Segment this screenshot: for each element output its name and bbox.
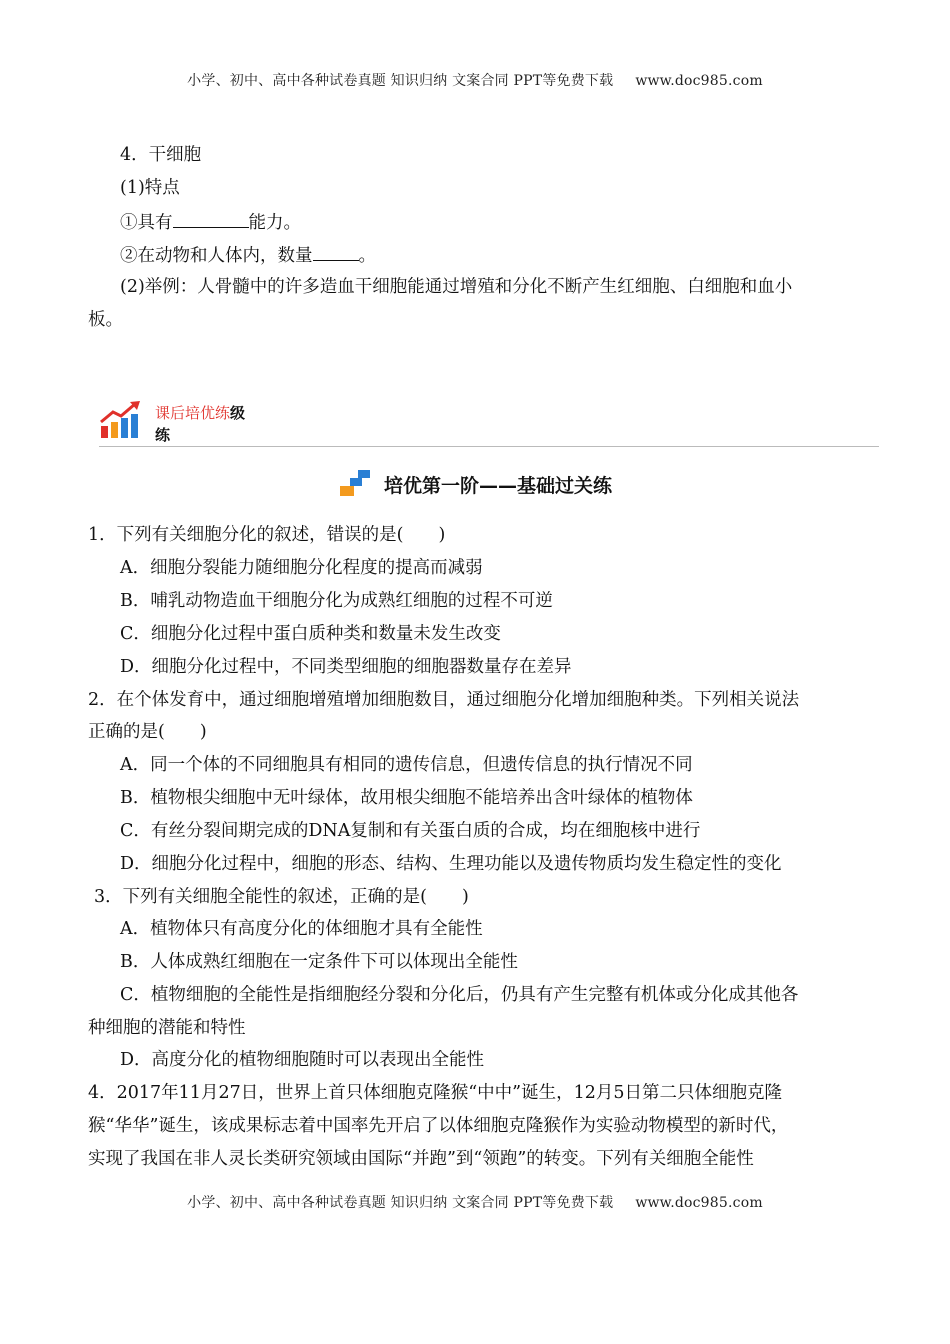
feature-label: (1)特点 (120, 178, 180, 198)
q2-option-b: B．植物根尖细胞中无叶绿体，故用根尖细胞不能培养出含叶绿体的植物体 (120, 788, 693, 808)
q3-option-b: B．人体成熟红细胞在一定条件下可以体现出全能性 (120, 952, 518, 972)
q1-stem: 1．下列有关细胞分化的叙述，错误的是( ) (88, 525, 446, 545)
section-label (155, 402, 245, 423)
q3-option-d: D．高度分化的植物细胞随时可以表现出全能性 (120, 1050, 485, 1070)
q2-stem-2: 正确的是( ) (88, 722, 207, 742)
point-2-post: 。 (358, 246, 376, 266)
section-divider (99, 446, 879, 447)
point-1-pre: ①具有 (120, 213, 173, 233)
point-2-pre: ②在动物和人体内，数量 (120, 246, 313, 266)
stairs-icon (338, 470, 378, 498)
example-line-1: (2)举例：人骨髓中的许多造血干细胞能通过增殖和分化不断产生红细胞、白细胞和血小 (120, 277, 793, 297)
q4-line-1: 4．2017年11月27日，世界上首只体细胞克隆猴“中中”诞生，12月5日第二只体细胞克隆 (88, 1083, 782, 1103)
stem-cell-title: 4．干细胞 (120, 145, 202, 165)
q3-option-c-1: C．植物细胞的全能性是指细胞经分裂和分化后，仍具有产生完整有机体或分化成其他各 (120, 985, 799, 1005)
q2-stem-1: 2．在个体发育中，通过细胞增殖增加细胞数目，通过细胞分化增加细胞种类。下列相关说法 (88, 690, 800, 710)
q1-option-b: B．哺乳动物造血干细胞分化为成熟红细胞的过程不可逆 (120, 591, 553, 611)
q2-option-d: D．细胞分化过程中，细胞的形态、结构、生理功能以及遗传物质均发生稳定性的变化 (120, 854, 782, 874)
point-1 (120, 209, 301, 235)
q4-line-2: 猴“华华”诞生，该成果标志着中国率先开启了以体细胞克隆猴作为实验动物模型的新时代， (88, 1116, 789, 1136)
q1-option-c: C．细胞分化过程中蛋白质种类和数量未发生改变 (120, 624, 501, 644)
subsection-heading (0, 470, 950, 504)
q3-option-c-2: 种细胞的潜能和特性 (88, 1018, 246, 1038)
q3-stem: 3．下列有关细胞全能性的叙述，正确的是( ) (94, 887, 469, 907)
subsection-title: 培优第一阶——基础过关练 (383, 474, 612, 497)
section-label-line2: 练 (155, 426, 171, 444)
point-2 (120, 242, 376, 268)
footer-site: www.doc985.com (635, 1195, 763, 1211)
q1-option-d: D．细胞分化过程中，不同类型细胞的细胞器数量存在差异 (120, 657, 572, 677)
page-header (0, 70, 950, 90)
page-footer (0, 1192, 950, 1212)
header-site: www.doc985.com (635, 73, 763, 89)
section-label-black: 级 (230, 404, 246, 422)
section-banner (99, 400, 879, 448)
section-label-red: 课后培优练 (155, 404, 231, 422)
bar-chart-arrow-icon (99, 400, 143, 440)
header-text: 小学、初中、高中各种试卷真题 知识归纳 文案合同 PPT等免费下载 (187, 73, 614, 89)
answer-blank-2[interactable] (313, 242, 359, 261)
point-1-post: 能力。 (248, 213, 301, 233)
example-line-2: 板。 (88, 310, 123, 330)
q1-option-a: A．细胞分裂能力随细胞分化程度的提高而减弱 (120, 558, 483, 578)
q4-line-3: 实现了我国在非人灵长类研究领域由国际“并跑”到“领跑”的转变。下列有关细胞全能性 (88, 1149, 754, 1169)
q2-option-c: C．有丝分裂间期完成的DNA复制和有关蛋白质的合成，均在细胞核中进行 (120, 821, 701, 841)
q3-option-a: A．植物体只有高度分化的体细胞才具有全能性 (120, 919, 483, 939)
answer-blank-1[interactable] (173, 209, 249, 228)
q2-option-a: A．同一个体的不同细胞具有相同的遗传信息，但遗传信息的执行情况不同 (120, 755, 693, 775)
footer-text: 小学、初中、高中各种试卷真题 知识归纳 文案合同 PPT等免费下载 (187, 1195, 614, 1211)
